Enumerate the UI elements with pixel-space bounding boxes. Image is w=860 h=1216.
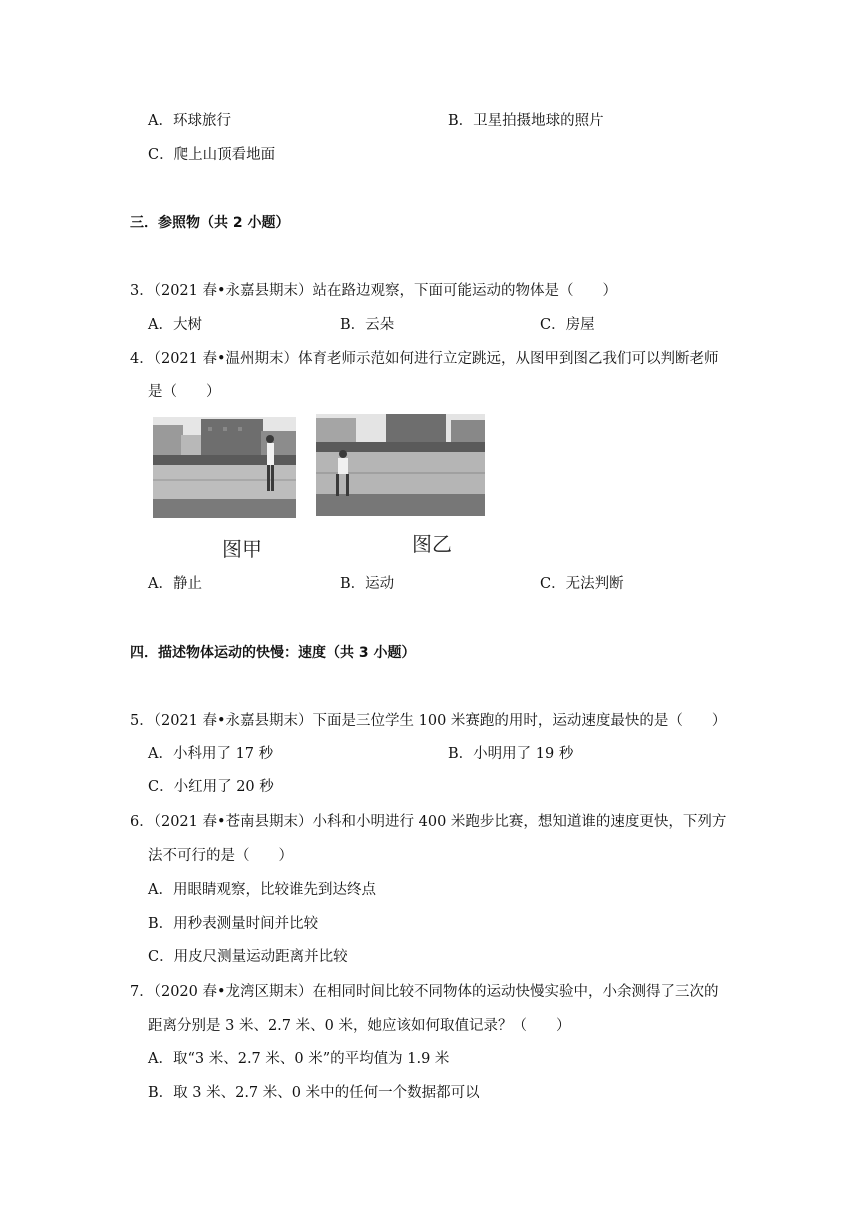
q6-option-b: B．用秒表测量时间并比较 (148, 916, 319, 932)
question-6-stem: 6．（2021 春•苍南县期末）小科和小明进行 400 米跑步比赛，想知道谁的速度更快，下列方 (130, 814, 727, 830)
question-7-stem: 7．（2020 春•龙湾区期末）在相同时间比较不同物体的运动快慢实验中，小余测得了三次的 (130, 984, 719, 1000)
q3-option-b: B．云朵 (340, 317, 395, 333)
q7-option-b: B．取 3 米、2.7 米、0 米中的任何一个数据都可以 (148, 1085, 480, 1101)
q7-option-a: A．取“3 米、2.7 米、0 米”的平均值为 1.9 米 (148, 1051, 450, 1067)
q3-option-c: C．房屋 (540, 317, 595, 333)
section-heading: 三．参照物（共 2 小题） (130, 215, 290, 231)
option-b: B．卫星拍摄地球的照片 (448, 113, 604, 129)
q4-option-a: A．静止 (148, 576, 202, 592)
question-6-stem-cont: 法不可行的是（ ） (148, 848, 293, 864)
q5-option-a: A．小科用了 17 秒 (148, 746, 274, 762)
question-5-stem: 5．（2021 春•永嘉县期末）下面是三位学生 100 米赛跑的用时，运动速度最快的是（ ） (130, 713, 727, 729)
q6-option-c: C．用皮尺测量运动距离并比较 (148, 949, 348, 965)
figure-photo-jia (153, 417, 296, 518)
figure-photo-yi (316, 414, 485, 516)
q4-option-b: B．运动 (340, 576, 395, 592)
option-c: C．爬上山顶看地面 (148, 147, 276, 163)
figure-caption-yi: 图乙 (412, 532, 452, 556)
section-heading: 四．描述物体运动的快慢：速度（共 3 小题） (130, 645, 416, 661)
question-3-stem: 3．（2021 春•永嘉县期末）站在路边观察，下面可能运动的物体是（ ） (130, 283, 618, 299)
q4-option-c: C．无法判断 (540, 576, 624, 592)
question-4-stem: 4．（2021 春•温州期末）体育老师示范如何进行立定跳远，从图甲到图乙我们可以判断老师 (130, 351, 719, 367)
q3-option-a: A．大树 (148, 317, 202, 333)
option-a: A．环球旅行 (148, 113, 231, 129)
q5-option-c: C．小红用了 20 秒 (148, 779, 274, 795)
question-7-stem-cont: 距离分别是 3 米、2.7 米、0 米，她应该如何取值记录？（ ） (148, 1018, 571, 1034)
question-4-stem-cont: 是（ ） (148, 384, 221, 400)
q5-option-b: B．小明用了 19 秒 (448, 746, 574, 762)
figure-caption-jia: 图甲 (222, 537, 262, 561)
q6-option-a: A．用眼睛观察，比较谁先到达终点 (148, 882, 376, 898)
